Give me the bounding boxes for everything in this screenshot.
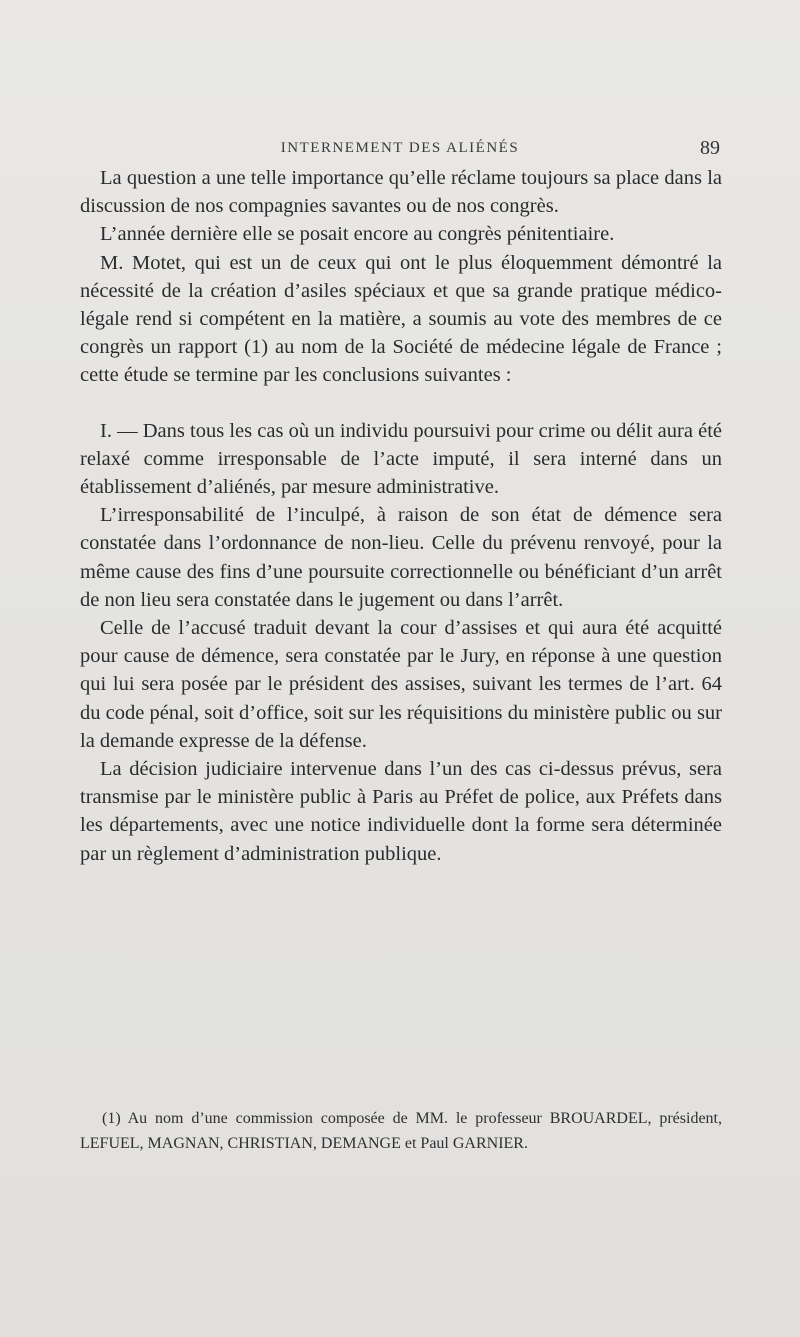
paragraph: Celle de l’accusé traduit devant la cour d’assises et qui aura été acquitté pour cause de démence, sera constatée par le Jury, en réponse à une question qui lui sera posée par le président des assises, suivant les termes de l’art. 64 du code pénal, soit d’office, soit sur les réquisitions du ministère public ou sur la demande expresse de la défense. xyxy=(80,617,722,752)
paragraph: I. — Dans tous les cas où un individu poursuivi pour crime ou délit aura été relaxé comme irresponsable de l’acte imputé, il sera interné dans un établissement d’aliénés, par mesure administrative. xyxy=(80,419,722,499)
paragraph: L’année dernière elle se posait encore au congrès pénitentiaire. xyxy=(100,223,615,246)
page-header xyxy=(80,137,720,164)
paragraph: La question a une telle importance qu’elle réclame toujours sa place dans la discussion de nos compagnies savantes ou de nos congrès. xyxy=(80,167,722,218)
page-number: 89 xyxy=(700,137,720,159)
running-head: INTERNEMENT DES ALIÉNÉS xyxy=(280,140,520,156)
body-text xyxy=(80,164,722,868)
footnote xyxy=(80,1106,722,1156)
footnote-text: (1) Au nom d’une commission composée de MM. le professeur BROUARDEL, président, LEFUEL, MAGNAN, CHRISTIAN, DEMANGE et Paul GARNIER. xyxy=(80,1110,722,1152)
paragraph: La décision judiciaire intervenue dans l’un des cas ci-dessus prévus, sera transmise par le ministère public à Paris au Préfet de police, aux Préfets dans les départements, avec une notice individuelle dont la forme sera déterminée par un règlement d’administration publique. xyxy=(80,758,722,865)
paragraph: M. Motet, qui est un de ceux qui ont le plus éloquemment démontré la nécessité de la création d’asiles spéciaux et que sa grande pratique médico-légale rend si compétent en la matière, a soumis au vote des membres de ce congrès un rapport (1) au nom de la Société de médecine légale de France ; cette étude se termine par les conclusions suivantes : xyxy=(80,251,722,387)
paragraph: L’irresponsabilité de l’inculpé, à raison de son état de démence sera constatée dans l’ordonnance de non-lieu. Celle du prévenu renvoyé, pour la même cause des fins d’une poursuite correctionnelle ou bénéficiant d’un arrêt de non lieu sera constatée dans le jugement ou dans l’arrêt. xyxy=(80,504,722,611)
